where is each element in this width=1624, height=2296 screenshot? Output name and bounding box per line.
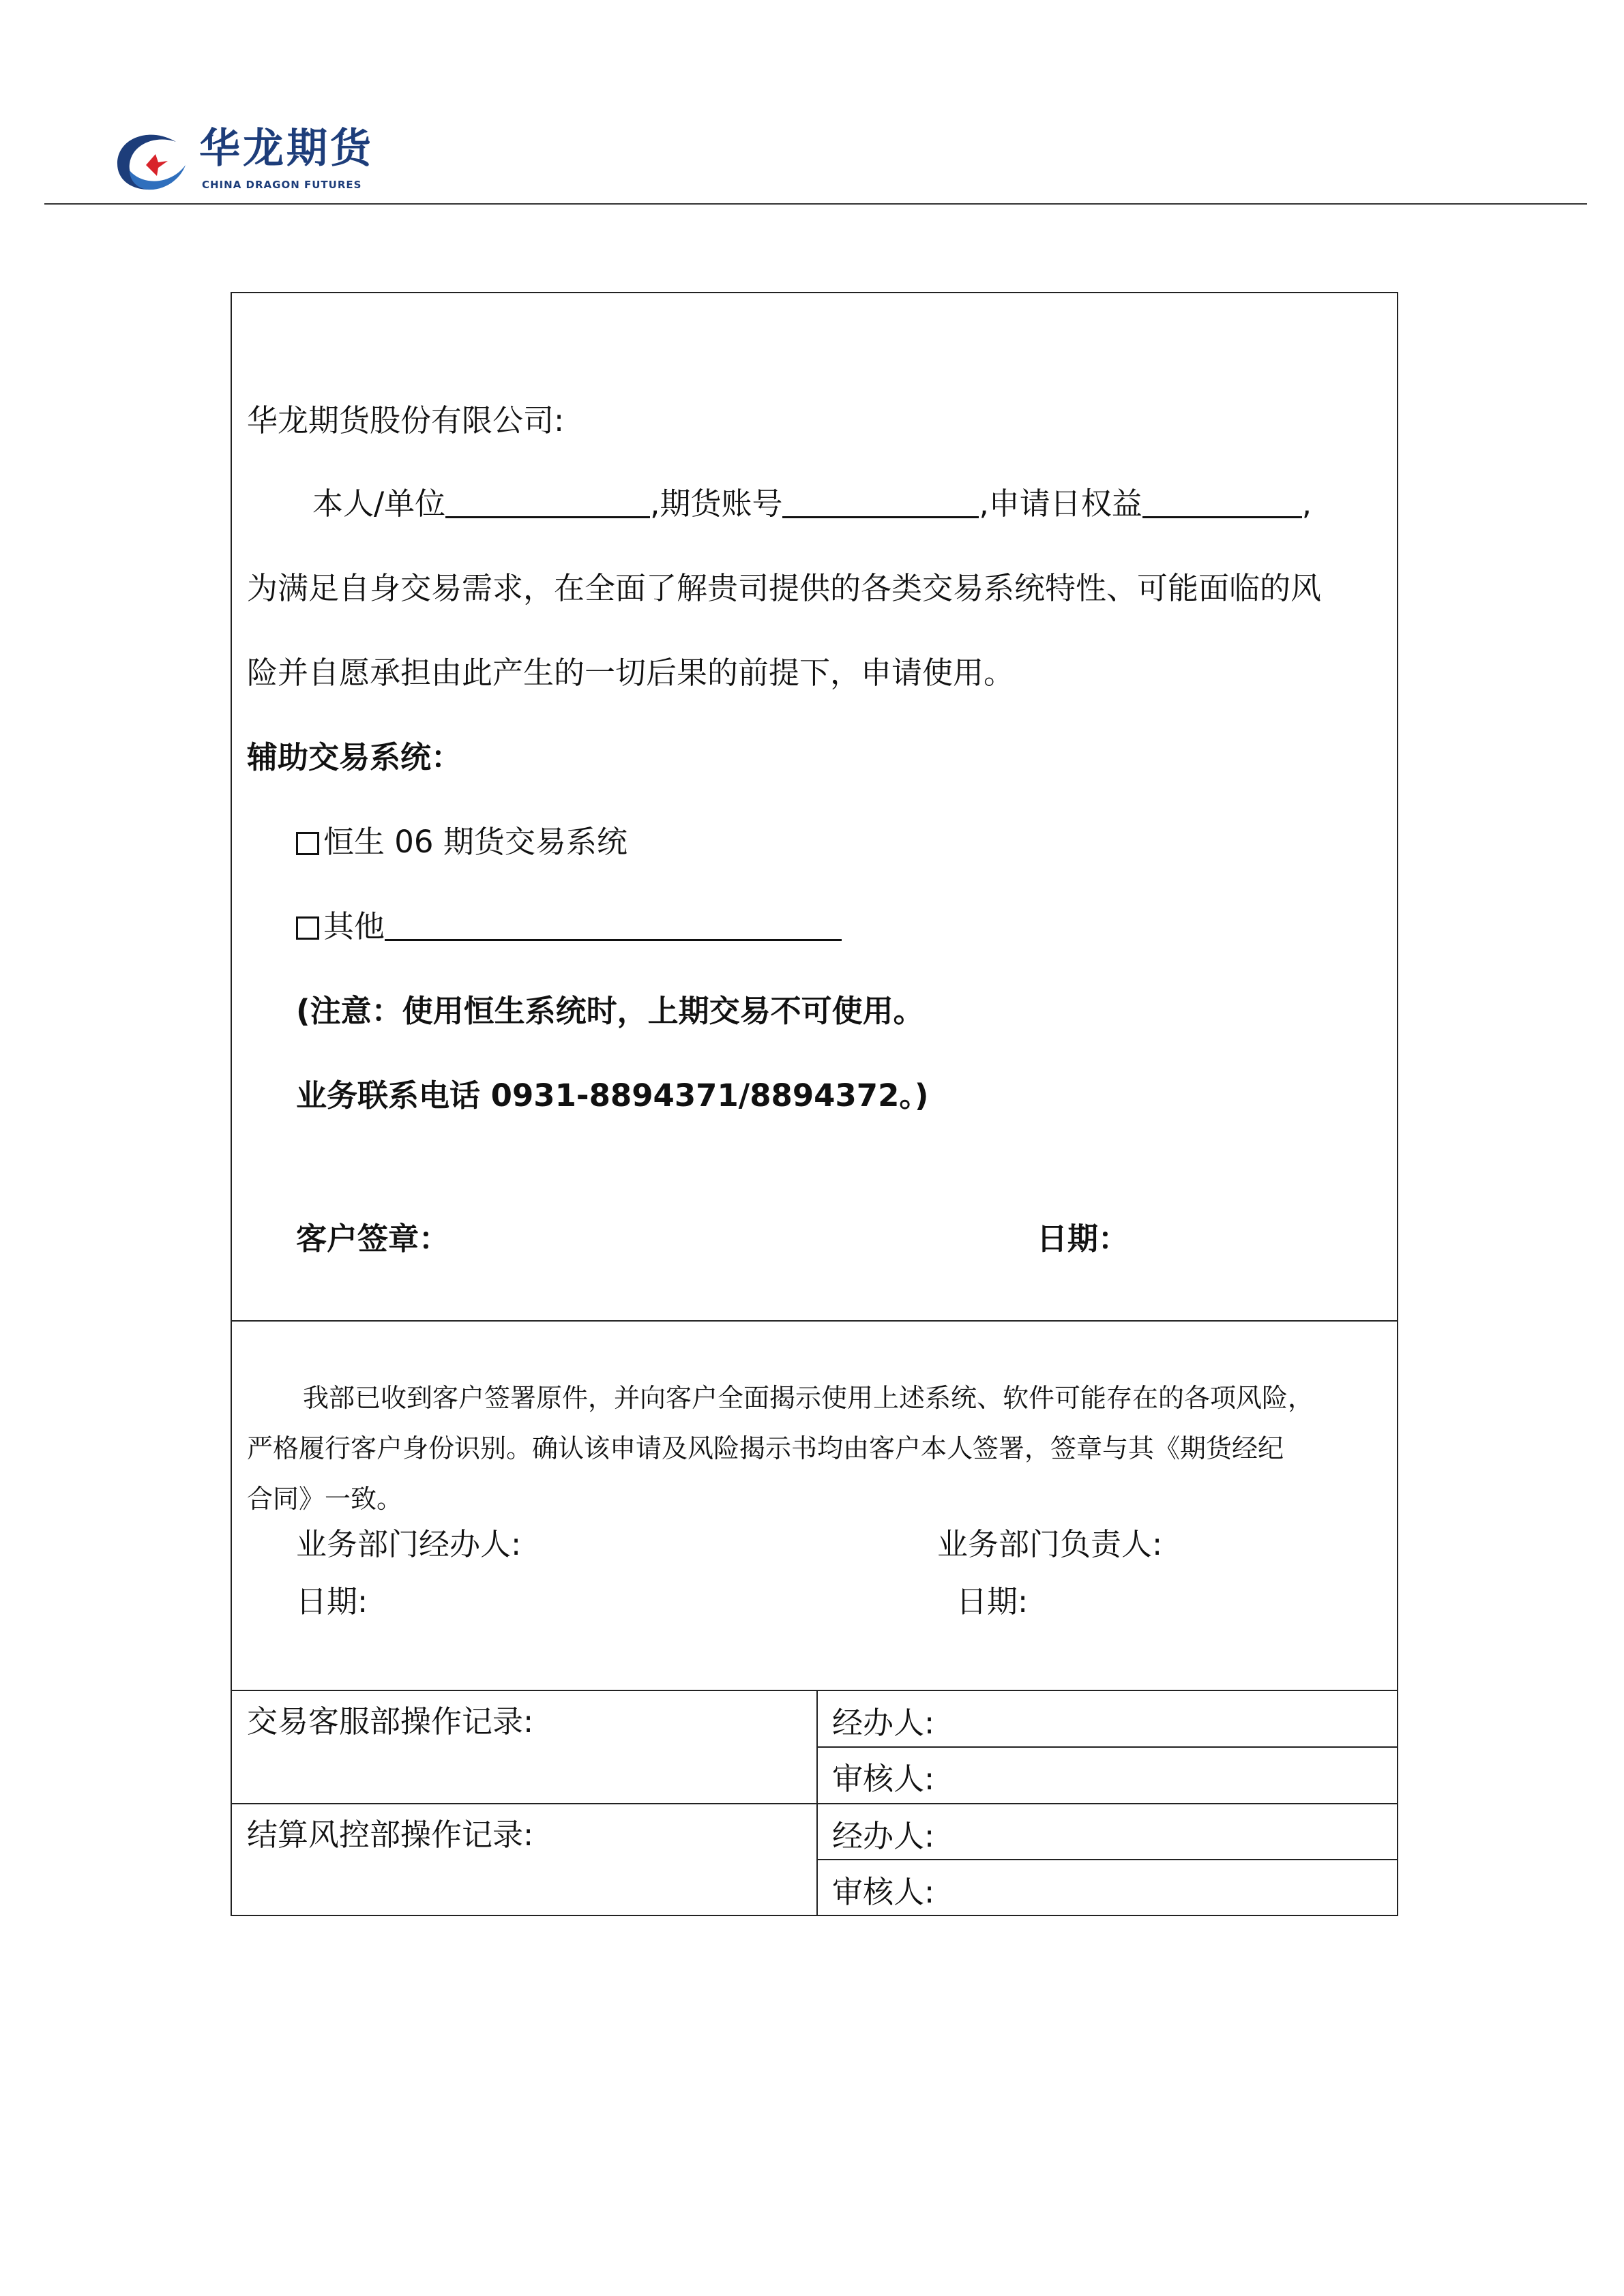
record-reviewer: 审核人:: [832, 1761, 935, 1797]
date-right-label: 日期:: [956, 1583, 1029, 1620]
header-divider: [44, 203, 1587, 205]
manager-label: 业务部门负责人:: [937, 1526, 1163, 1562]
record-department: 结算风控部操作记录:: [247, 1817, 534, 1853]
customer-signature-label: 客户签章：: [296, 1221, 450, 1257]
statement-line-2: 险并自愿承担由此产生的一切后果的前提下，申请使用。: [247, 655, 1015, 691]
brand-name: 华龙期货: [199, 125, 374, 173]
checkbox-other[interactable]: [296, 916, 319, 940]
notice-line-1: (注意：使用恒生系统时，上期交易不可使用。: [296, 993, 924, 1029]
date-left-label: 日期:: [296, 1583, 368, 1620]
line-end-comma: ,: [1301, 486, 1312, 522]
option-hundsun[interactable]: [296, 824, 628, 861]
checkbox-hundsun[interactable]: [296, 832, 319, 855]
row-divider: [232, 1803, 1397, 1804]
section-title: 辅助交易系统：: [247, 739, 462, 775]
notice-line-2: 业务联系电话 0931-8894371/8894372。): [296, 1077, 929, 1114]
equity-label: ,申请日权益: [979, 486, 1142, 522]
account-label: ,期货账号: [650, 486, 783, 522]
other-system-field[interactable]: [385, 908, 842, 941]
applicant-name-field[interactable]: [445, 486, 650, 518]
record-department: 交易客服部操作记录:: [247, 1703, 534, 1740]
addressee: 华龙期货股份有限公司:: [247, 402, 565, 438]
operation-records-table: [231, 1690, 1398, 1916]
date-label: 日期：: [1037, 1221, 1130, 1257]
record-reviewer: 审核人:: [832, 1874, 935, 1910]
equity-field[interactable]: [1142, 486, 1302, 518]
application-section: [231, 292, 1398, 1322]
record-handler: 经办人:: [832, 1705, 935, 1741]
brand-name-english: CHINA DRAGON FUTURES: [202, 179, 362, 191]
record-handler: 经办人:: [832, 1818, 935, 1854]
applicant-label: 本人/单位: [312, 486, 446, 522]
confirmation-text-line-2: 严格履行客户身份识别。确认该申请及风险揭示书均由客户本人签署，签章与其《期货经纪: [247, 1433, 1284, 1463]
option-hundsun-label: 恒生 06 期货交易系统: [323, 824, 628, 860]
confirmation-section: [231, 1320, 1398, 1691]
handler-label: 业务部门经办人:: [296, 1526, 522, 1562]
option-other[interactable]: [296, 908, 842, 945]
statement-line-1: 为满足自身交易需求，在全面了解贵司提供的各类交易系统特性、可能面临的风: [247, 570, 1322, 606]
option-other-label: 其他: [323, 908, 385, 944]
confirmation-text-line-3: 合同》一致。: [247, 1484, 403, 1514]
sub-row-divider: [818, 1859, 1398, 1860]
applicant-line: [312, 486, 1312, 522]
futures-account-field[interactable]: [782, 486, 979, 518]
confirmation-text-line-1: 我部已收到客户签署原件，并向客户全面揭示使用上述系统、软件可能存在的各项风险，: [303, 1383, 1314, 1413]
sub-row-divider: [818, 1746, 1398, 1748]
company-logo-icon: [109, 123, 198, 198]
